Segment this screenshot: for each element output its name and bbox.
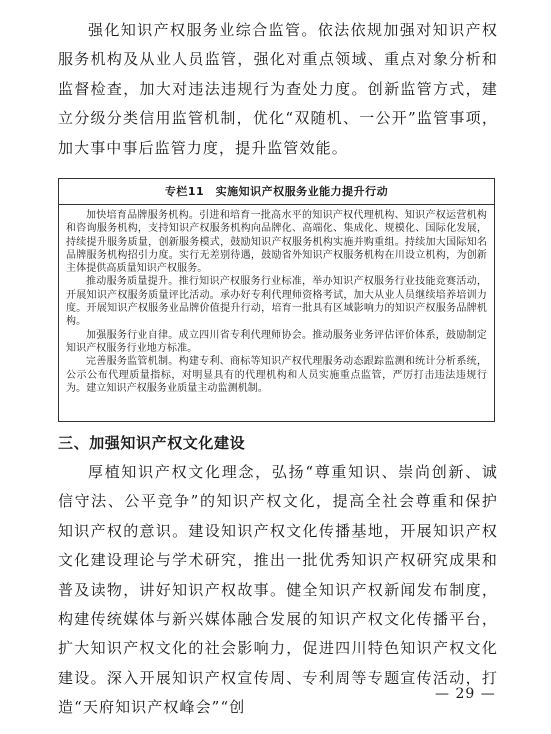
- feature-box-paragraph: 加强服务行业自律。成立四川省专利代理师协会。推动服务业务评估评价体系，鼓励制定知识产权服务行业地方标准。: [66, 329, 487, 354]
- feature-box-body: [59, 205, 494, 395]
- feature-box-paragraph: 推动服务质量提升。推行知识产权服务行业标准，举办知识产权服务行业技能竞赛活动，开展知识产权服务质量评比活动。承办好专利代理师资格考试，加大从业人员继续培养培训力度。开展知识产权服务业品牌价值提升行动，培育一批具有区域影响力的知识产权服务品牌机构。: [66, 276, 487, 328]
- page-number: — 29 —: [435, 686, 496, 702]
- feature-box-paragraph: 完善服务监管机制。构建专利、商标等知识产权代理服务动态跟踪监测和统计分析系统，公示公布代理质量指标，对明显具有的代理机构和人员实施重点监管，严厉打击违法违规行为。建立知识产权服务业质量主动监测机制。: [66, 356, 487, 394]
- feature-box: [58, 178, 495, 422]
- feature-box-paragraph: 加快培育品牌服务机构。引进和培育一批高水平的知识产权代理机构、知识产权运营机构和咨询服务机构，支持知识产权服务机构向品牌化、高端化、集成化、规模化、国际化发展，持续提升服务质量，创新服务模式，鼓励知识产权服务机构实施并购重组。持续加大国际知名品牌服务机构招引力度。实行无差别待遇，鼓励省外知识产权服务机构在川设立机构，为创新主体提供高质量知识产权服务。: [66, 210, 487, 275]
- section-heading: 三、加强知识产权文化建设: [58, 434, 246, 452]
- top-paragraph: 强化知识产权服务业综合监管。依法依规加强对知识产权服务机构及从业人员监管，强化对重点领域、重点对象分析和监督检查，加大对违法违规行为查处力度。创新监管方式，建立分级分类信用监管机制，优化“双随机、一公开”监管事项，加大事中事后监管力度，提升监管效能。: [58, 21, 498, 157]
- bottom-paragraph: 厚植知识产权文化理念，弘扬“尊重知识、崇尚创新、诚信守法、公平竞争”的知识产权文化，提高全社会尊重和保护知识产权的意识。建设知识产权文化传播基地，开展知识产权文化建设理论与学术研究，推出一批优秀知识产权研究成果和普及读物，讲好知识产权故事。健全知识产权新闻发布制度，构建传统媒体与新兴媒体融合发展的知识产权文化传播平台，扩大知识产权文化的社会影响力，促进四川特色知识产权文化建设。深入开展知识产权宣传周、专利周等专题宣传活动，打造“天府知识产权峰会”“创: [58, 463, 498, 717]
- feature-box-title: 专栏11 实施知识产权服务业能力提升行动: [59, 179, 494, 205]
